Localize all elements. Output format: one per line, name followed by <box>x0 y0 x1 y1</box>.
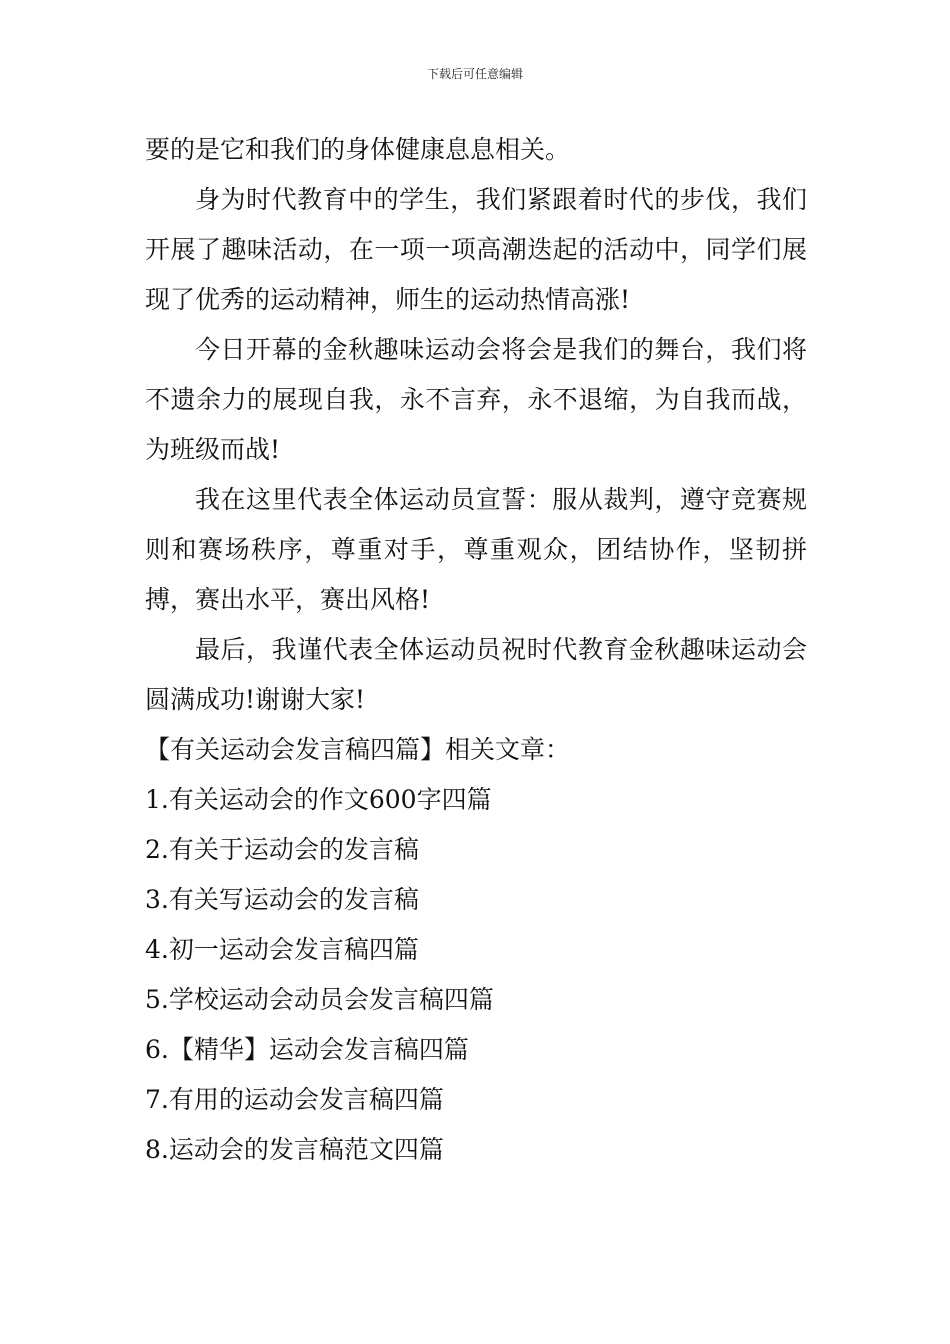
paragraph-continuation: 要的是它和我们的身体健康息息相关。 <box>145 135 571 164</box>
paragraph-closing: 最后，我谨代表全体运动员祝时代教育金秋趣味运动会圆满成功!谢谢大家! <box>145 635 807 714</box>
paragraph-students: 身为时代教育中的学生，我们紧跟着时代的步伐，我们开展了趣味活动，在一项一项高潮迭起的活动中，同学们展现了优秀的运动精神，师生的运动热情高涨! <box>145 185 807 314</box>
related-article-link[interactable]: 1.有关运动会的作文600字四篇 <box>145 785 492 814</box>
related-article-link[interactable]: 7.有用的运动会发言稿四篇 <box>145 1085 444 1114</box>
related-article-link[interactable]: 6.【精华】运动会发言稿四篇 <box>145 1035 469 1064</box>
related-article-link[interactable]: 3.有关写运动会的发言稿 <box>145 885 419 914</box>
related-article-link[interactable]: 4.初一运动会发言稿四篇 <box>145 935 419 964</box>
paragraph-oath: 我在这里代表全体运动员宣誓：服从裁判，遵守竞赛规则和赛场秩序，尊重对手，尊重观众，团结协作，坚韧拼搏，赛出水平，赛出风格! <box>145 485 807 614</box>
document-body <box>145 125 807 1175</box>
related-article-link[interactable]: 2.有关于运动会的发言稿 <box>145 835 419 864</box>
related-article-link[interactable]: 5.学校运动会动员会发言稿四篇 <box>145 985 494 1014</box>
related-articles-heading: 【有关运动会发言稿四篇】相关文章： <box>145 735 571 764</box>
related-article-link[interactable]: 8.运动会的发言稿范文四篇 <box>145 1135 444 1164</box>
paragraph-stage: 今日开幕的金秋趣味运动会将会是我们的舞台，我们将不遗余力的展现自我，永不言弃，永不退缩，为自我而战，为班级而战! <box>145 335 807 464</box>
page-header-note: 下载后可任意编辑 <box>426 67 523 81</box>
